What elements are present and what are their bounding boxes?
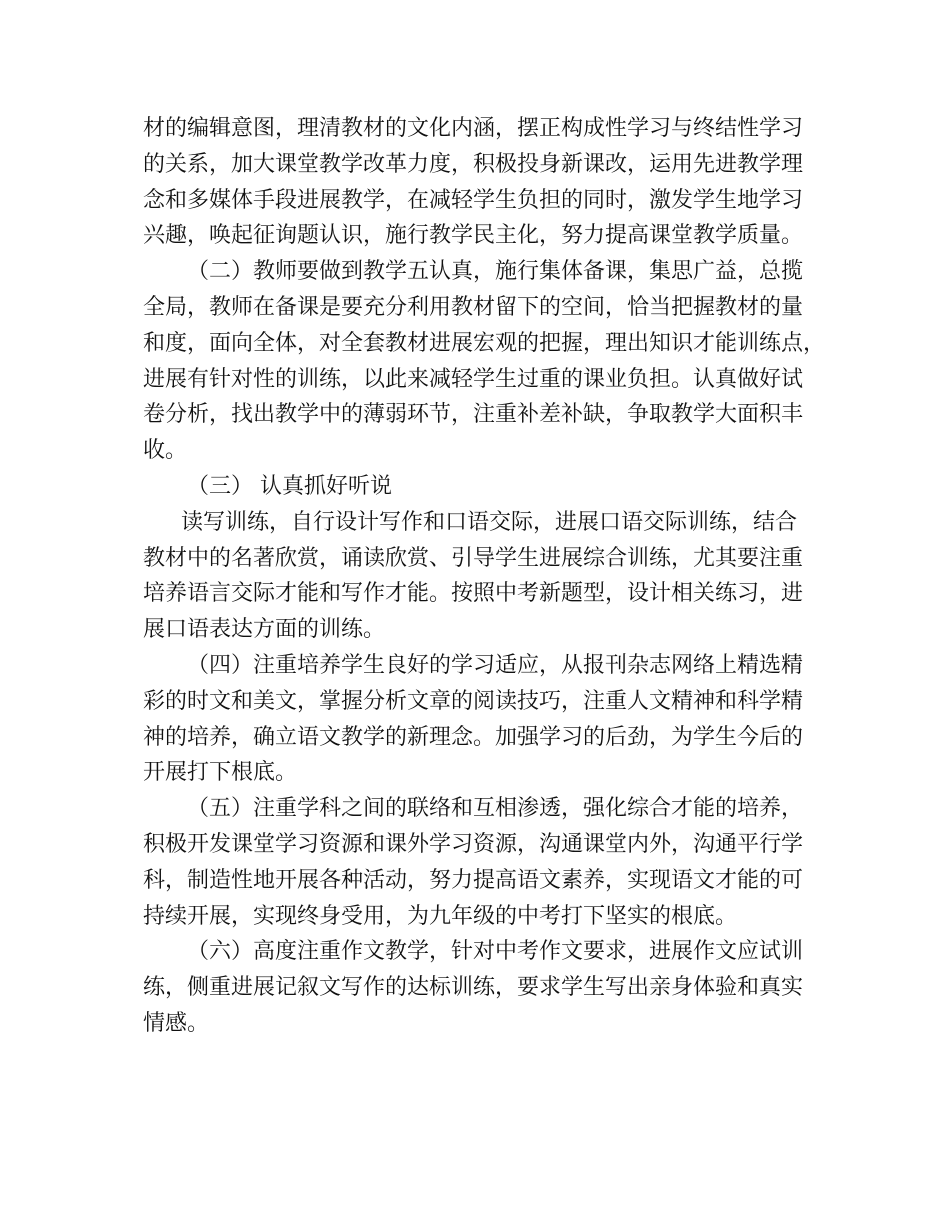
text-line: 积极开发课堂学习资源和课外学习资源，沟通课堂内外，沟通平行学 (143, 831, 804, 857)
section-6-first-line: （六）高度注重作文教学，针对中考作文要求，进展作文应试训 (187, 939, 804, 965)
section-3-first-line: 读写训练，自行设计写作和口语交际，进展口语交际训练，结合 (181, 509, 798, 535)
section-2-first-line: （二）教师要做到教学五认真，施行集体备课，集思广益，总揽 (187, 259, 804, 285)
text-line: 的关系，加大课堂教学改革力度，积极投身新课改，运用先进教学理 (143, 151, 804, 177)
text-line: 教材中的名著欣赏，诵读欣赏、引导学生进展综合训练，尤其要注重 (143, 545, 804, 571)
text-line: 开展打下根底。 (143, 760, 298, 786)
text-line: 神的培养，确立语文教学的新理念。加强学习的后劲，为学生今后的 (143, 724, 804, 750)
section-5-first-line: （五）注重学科之间的联络和互相渗透，强化综合才能的培养， (187, 796, 804, 822)
text-line: 兴趣，唤起征询题认识，施行教学民主化，努力提高课堂教学质量。 (143, 223, 804, 249)
text-line: 情感。 (143, 1010, 210, 1036)
text-line: 进展有针对性的训练，以此来减轻学生过重的课业负担。认真做好试 (143, 366, 804, 392)
text-line: 全局，教师在备课是要充分利用教材留下的空间，恰当把握教材的量 (143, 294, 804, 320)
body-text (143, 111, 826, 1042)
text-line: 和度，面向全体，对全套教材进展宏观的把握，理出知识才能训练点， (143, 330, 826, 356)
text-line: 展口语表达方面的训练。 (143, 617, 386, 643)
text-line: 念和多媒体手段进展教学，在减轻学生负担的同时，激发学生地学习 (143, 187, 804, 213)
text-line: 持续开展，实现终身受用，为九年级的中考打下坚实的根底。 (143, 903, 738, 929)
text-line: 培养语言交际才能和写作才能。按照中考新题型，设计相关练习，进 (143, 581, 804, 607)
text-line: 彩的时文和美文，掌握分析文章的阅读技巧，注重人文精神和科学精 (143, 688, 804, 714)
text-line: 科，制造性地开展各种活动，努力提高语文素养，实现语文才能的可 (143, 867, 804, 893)
text-line: 卷分析，找出教学中的薄弱环节，注重补差补缺，争取教学大面积丰 (143, 402, 804, 428)
text-line: 材的编辑意图，理清教材的文化内涵，摆正构成性学习与终结性学习 (143, 116, 804, 141)
text-line: 收。 (143, 438, 188, 464)
section-3-heading: （三） 认真抓好听说 (187, 473, 392, 499)
section-4-first-line: （四）注重培养学生良好的学习适应，从报刊杂志网络上精选精 (187, 652, 804, 678)
text-line: 练，侧重进展记叙文写作的达标训练，要求学生写出亲身体验和真实 (143, 975, 804, 1001)
